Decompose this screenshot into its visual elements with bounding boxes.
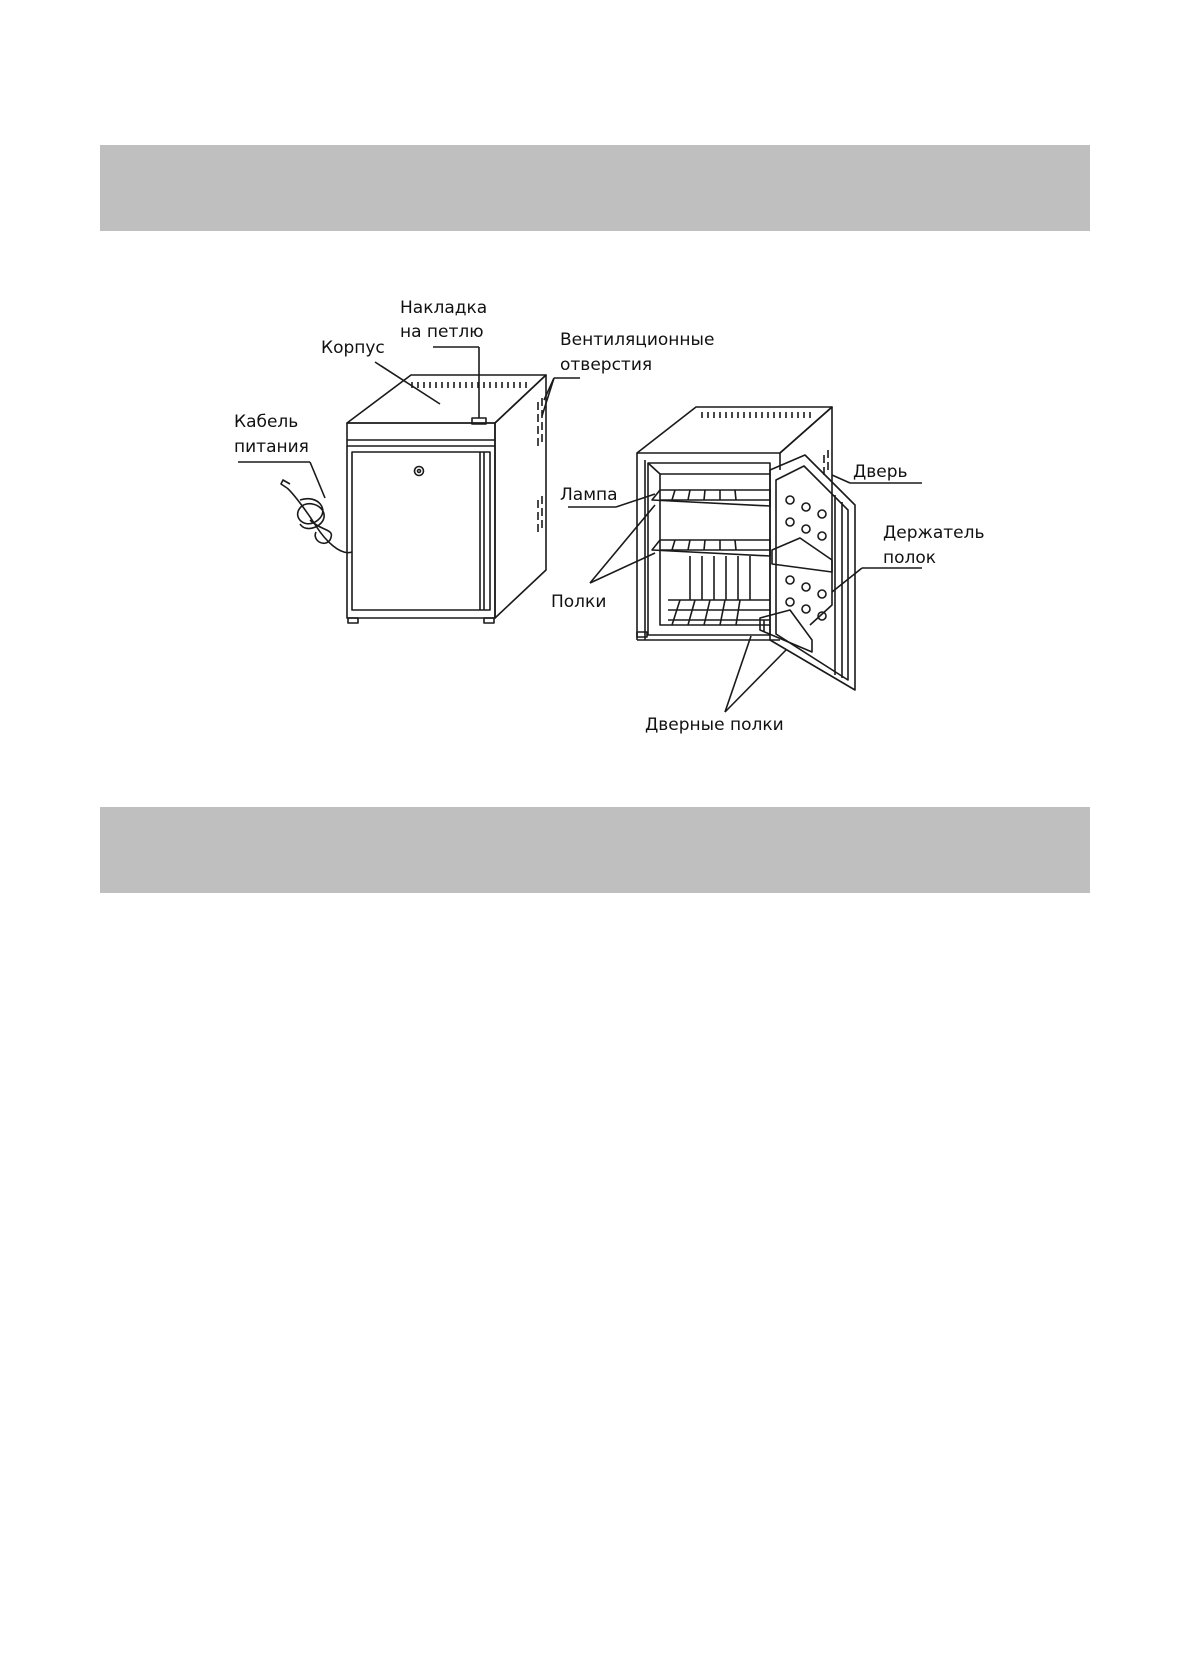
label-kabel-line2: питания [234, 437, 309, 457]
leader-lines [238, 347, 922, 712]
label-korpus: Корпус [321, 338, 385, 358]
label-derzhatel-line2: полок [883, 548, 937, 568]
label-dver: Дверь [853, 462, 908, 482]
label-kabel-line1: Кабель [234, 412, 299, 432]
label-nakladka-line2: на петлю [400, 322, 484, 342]
closed-fridge-drawing [281, 375, 546, 623]
label-nakladka-line1: Накладка [400, 298, 488, 318]
open-fridge-drawing [637, 407, 855, 690]
label-vent-line2: отверстия [560, 355, 653, 375]
label-polki: Полки [551, 592, 607, 612]
label-dvernye-polki: Дверные полки [645, 715, 784, 735]
label-lampa: Лампа [560, 485, 618, 505]
label-vent-line1: Вентиляционные [560, 330, 715, 350]
label-derzhatel-line1: Держатель [883, 523, 985, 543]
